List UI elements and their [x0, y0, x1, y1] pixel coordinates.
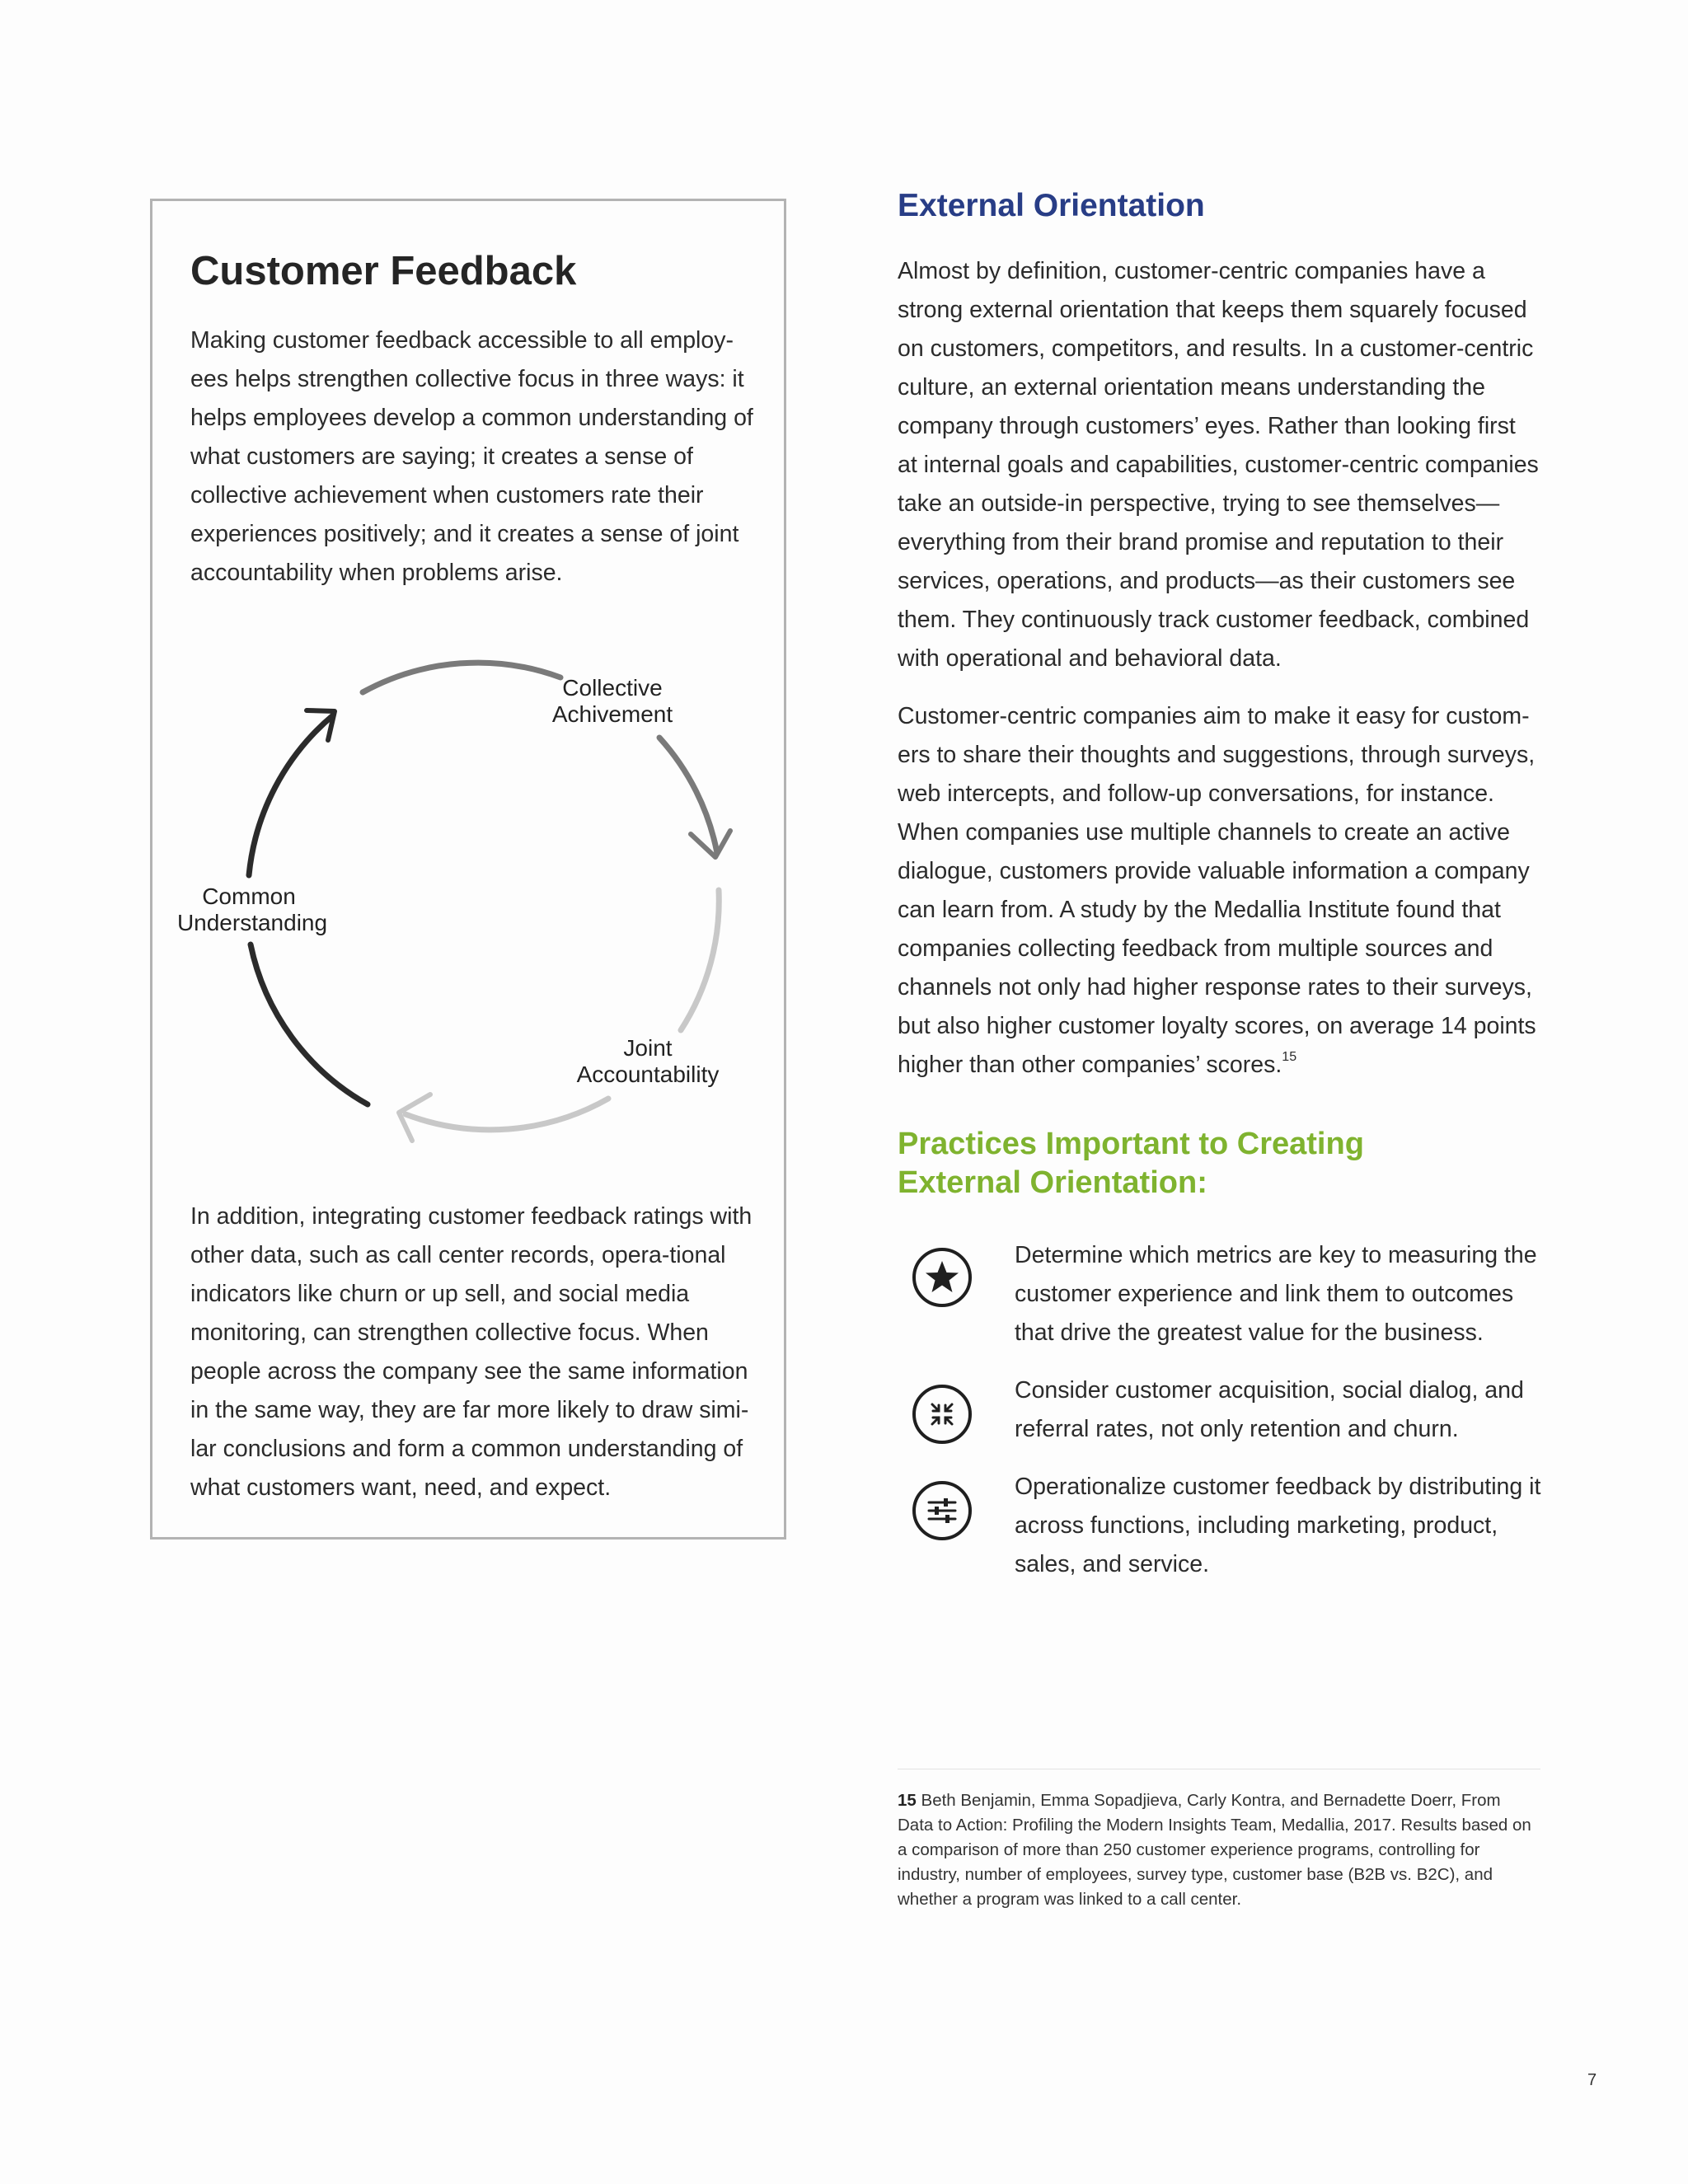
main-paragraph-1: Almost by definition, customer-centric companies have a strong external orientation that keeps them squarely focused on customers, competitors, and results. In a customer-centric culture, an external orientation means understanding the company through customers’ eyes. Rather than looking first at internal goals and capabilities, customer-centric companies take an outside-in perspective, trying to see themselves—everything from their brand promise and reputation to their services, operations, and products—as their customers see them. They continuously track customer feedback, combined with operational and behavioral data. — [898, 258, 1539, 672]
sliders-icon — [911, 1479, 973, 1542]
label-common-understanding-2: Understanding — [176, 910, 328, 935]
footnote — [898, 1788, 1540, 1912]
footnote-number: 15 — [898, 1791, 917, 1810]
sidebar-paragraph-1: Making customer feedback accessible to all employ-ees helps strengthen collective focus in three ways: it helps employees develop a common understanding of what customers are saying; it creates a sense of collective achievement when customers rate their experiences positively; and it creates a sense of joint accountability when problems arise. — [190, 327, 753, 586]
practices-heading-line-1: Practices Important to Creating — [898, 1127, 1364, 1161]
practice-item-1: Determine which metrics are key to measuring the customer experience and link them to outcomes that drive the greatest value for the business. — [1015, 1242, 1537, 1346]
label-common-understanding-1: Common — [202, 883, 296, 909]
feedback-cycle-diagram — [165, 643, 758, 1154]
sidebar-title: Customer Feedback — [190, 249, 577, 293]
cycle-arc-right — [659, 738, 717, 853]
practices-heading — [898, 1125, 1475, 1202]
footnote-text: Beth Benjamin, Emma Sopadjieva, Carly Kontra, and Bernadette Doerr, From Data to Action: Profiling the Modern Insights Team, Medallia, 2017. Results based on a comparison of more than 250 customer experience programs, controlling for industry, number of employees, survey type, customer base (B2B vs. B2C), and whether a program was linked to a call center. — [898, 1791, 1531, 1909]
cycle-arc-bottom — [406, 1099, 608, 1130]
cycle-arc-lower-left — [251, 944, 368, 1104]
label-joint-accountability-2: Accountability — [576, 1062, 720, 1087]
practice-item-2: Consider customer acquisition, social dialog, and referral rates, not only retention and churn. — [1015, 1377, 1524, 1442]
compress-arrows-icon — [911, 1383, 973, 1446]
label-collective-achievement-1: Collective — [562, 675, 663, 701]
label-collective-achievement-2: Achivement — [551, 701, 673, 727]
footnote-ref-15[interactable]: 15 — [1282, 1050, 1297, 1064]
cycle-arc-upper-left — [249, 715, 333, 875]
label-joint-accountability-1: Joint — [623, 1035, 673, 1061]
star-icon — [911, 1246, 973, 1309]
sidebar-paragraph-2: In addition, integrating customer feedback ratings with other data, such as call center records, opera-tional indicators like churn or up sell, and social media monitoring, can strengthen collective focus. When people across the company see the same information in the same way, they are far more likely to draw simi-lar conclusions and form a common understanding of what customers want, need, and expect. — [190, 1203, 753, 1501]
page-number: 7 — [1587, 2071, 1597, 2089]
cycle-arc-lower-right — [681, 890, 719, 1030]
external-orientation-heading: External Orientation — [898, 188, 1205, 223]
main-paragraph-2-text: Customer-centric companies aim to make it easy for custom-ers to share their thoughts and suggestions, through surveys, web intercepts, and follow-up conversations, for instance. When companies use multiple channels to create an active dialogue, customers provide valuable information a company can learn from. A study by the Medallia Institute found that companies collecting feedback from multiple sources and channels not only had higher response rates to their surveys, but also higher customer loyalty scores, on average 14 points higher than other companies’ scores. — [898, 703, 1536, 1078]
practice-item-3: Operationalize customer feedback by distributing it across functions, including marketing, product, sales, and service. — [1015, 1474, 1541, 1577]
cycle-arc-top — [363, 663, 560, 692]
practices-heading-line-2: External Orientation: — [898, 1165, 1207, 1200]
main-paragraph-2 — [898, 697, 1540, 1085]
